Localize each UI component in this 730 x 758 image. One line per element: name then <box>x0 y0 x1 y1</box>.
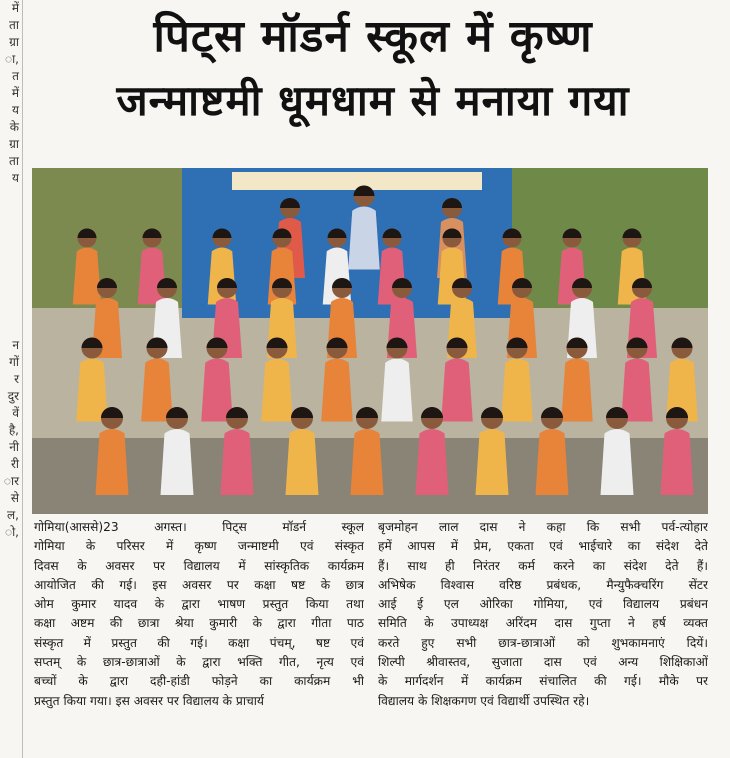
gutter-fragment: री <box>10 457 19 471</box>
gutter-fragment: में <box>11 86 19 100</box>
gutter-fragment: गों <box>9 355 19 369</box>
gutter-fragment: न <box>12 338 19 352</box>
gutter-fragment: ग्रा <box>9 137 19 151</box>
gutter-fragment: दुर <box>7 389 19 403</box>
gutter-fragment: ता <box>9 154 19 168</box>
article-line: ओम कुमार यादव के द्वारा भाषण प्रस्तुत किया तथा <box>34 597 364 612</box>
gutter-fragment: वें <box>12 406 19 420</box>
group-photo <box>32 168 708 514</box>
photo-foliage-right <box>512 168 708 308</box>
article-column-left <box>34 518 364 711</box>
gutter-fragment: ा, <box>4 52 19 66</box>
gutter-fragment: य <box>12 103 19 117</box>
gutter-fragment: य <box>12 171 19 185</box>
article-line: विद्यालय के शिक्षकगण एवं विद्यार्थी उपस्थित रहे। <box>378 693 590 708</box>
photo-banner <box>232 172 482 190</box>
article-line: अभिषेक विश्वास वरिष्ठ प्रबंधक, मैन्युफैक्चरिंग सेंटर <box>378 577 708 592</box>
gutter-fragment: ल, <box>7 508 19 522</box>
article-line: बच्चों के द्वारा दही-हांडी फोड़ने का कार्यक्रम भी <box>34 674 364 689</box>
article-line: के मार्गदर्शन में कार्यक्रम संचालित की गई। मौके पर <box>378 674 708 689</box>
article-line: हमें आपस में प्रेम, एकता एवं भाईचारे का संदेश देते <box>378 539 708 554</box>
gutter-fragment: नी <box>9 440 19 454</box>
article-line: शिल्पी श्रीवास्तव, सुजाता दास एवं अन्य शिक्षिकाओं <box>378 655 708 670</box>
article-line: दिवस के अवसर पर विद्यालय में सांस्कृतिक कार्यक्रम <box>34 558 364 573</box>
gutter-fragment: के <box>9 120 19 134</box>
gutter-fragment: है, <box>8 423 19 437</box>
article-line: आयोजित की गई। इस अवसर पर कक्षा षष्ट के छात्र <box>34 577 364 592</box>
article-line: संस्कृत में प्रस्तुत की गई। कक्षा पंचम्, षष्ट एवं <box>34 635 364 650</box>
gutter-fragment: ता <box>9 18 19 32</box>
article-line: सप्तम् के छात्र-छात्राओं के द्वारा भक्ति गीत, नृत्य एवं <box>34 655 364 670</box>
adjacent-column-fragments <box>0 0 23 758</box>
gutter-fragment: त <box>12 69 19 83</box>
gutter-fragment: ग्रा <box>9 35 19 49</box>
article-line: समिति के उपाध्यक्ष अरिंदम दास गुप्ता ने हर्ष व्यक्त <box>378 616 708 631</box>
article-line: कक्षा अष्टम की छात्रा श्रेया कुमारी के द्वारा गीता पाठ <box>34 616 364 631</box>
gutter-fragment: ार <box>3 474 19 488</box>
gutter-fragment: ो, <box>4 525 19 539</box>
article-line: गोमिया(आससे)23 अगस्त। पिट्स मॉडर्न स्कूल <box>34 520 364 534</box>
gutter-fragment: र <box>14 372 19 386</box>
article-column-right <box>378 518 708 711</box>
headline-line-1: पिट्स मॉडर्न स्कूल में कृष्ण <box>153 11 593 62</box>
headline-line-2: जन्माष्टमी धूमधाम से मनाया गया <box>116 76 630 125</box>
gutter-fragment: से <box>10 491 19 505</box>
gutter-fragment: में <box>11 1 19 15</box>
group-photo-illustration <box>32 168 708 514</box>
article-headline <box>28 4 718 132</box>
article-line: बृजमोहन लाल दास ने कहा कि सभी पर्व-त्योहार <box>378 520 708 534</box>
article-line: आई ई एल ओरिका गोमिया, एवं विद्यालय प्रबंधन <box>378 597 708 612</box>
article-line: प्रस्तुत किया गया। इस अवसर पर विद्यालय के प्राचार्य <box>34 693 264 708</box>
article-line: गोमिया के परिसर में कृष्ण जन्माष्टमी एवं संस्कृत <box>34 539 364 554</box>
article-line: हैं। साथ ही निरंतर कर्म करने का संदेश देते हैं। <box>378 558 708 573</box>
article-line: करते हुए सभी छात्र-छात्राओं को शुभकामनाएं दियें। <box>378 635 708 650</box>
